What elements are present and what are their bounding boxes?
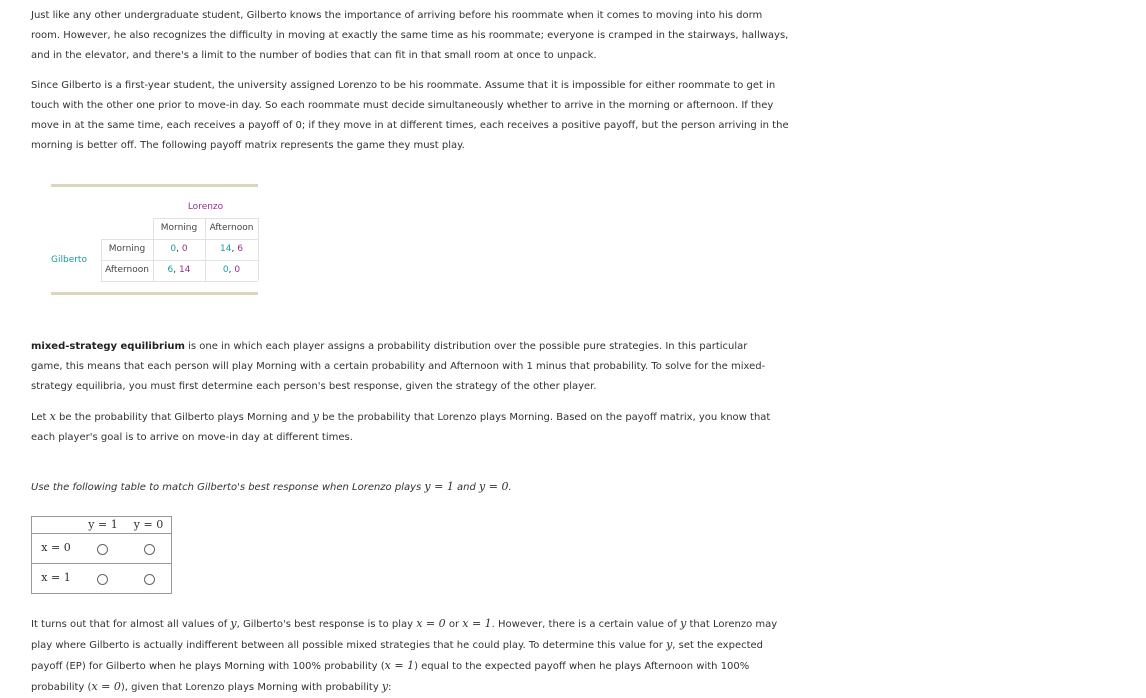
- intro-line-3: and in the elevator, and there's a limit to the number of bodies that can fit in that small room at once to unpack.: [31, 50, 597, 61]
- column-player-label: Lorenzo: [187, 202, 224, 212]
- best-response-table: [31, 516, 172, 594]
- closing-line-3: payoff (EP) for Gilberto when he plays Morning with 100% probability (x = 1) equal to the expected payoff when he plays Afternoon with 100%: [31, 659, 750, 672]
- table-instruction: Use the following table to match Gilberto's best response when Lorenzo plays y = 1 and y = 0.: [31, 480, 512, 493]
- grid-line: [258, 218, 259, 281]
- br-col-header-y1: y = 1: [88, 518, 118, 531]
- intro-line-2: room. However, he also recognizes the difficulty in moving at exactly the same time as his roommate; everyone is cramped in the stairways, hallways,: [31, 30, 789, 41]
- radio-x1-y0[interactable]: [144, 574, 155, 585]
- radio-x0-y0[interactable]: [144, 544, 155, 555]
- matrix-top-rule: [51, 184, 258, 187]
- br-col-header-y0: y = 0: [133, 518, 164, 531]
- closing-line-4: probability (x = 0), given that Lorenzo plays Morning with probability y:: [31, 680, 392, 693]
- payoff-matrix: [51, 184, 258, 295]
- mixed-line-1: mixed-strategy equilibrium is one in which each player assigns a probability distribution over the possible pure strategies. In this particular: [31, 341, 748, 352]
- setup-line-3: move in at the same time, each receives a payoff of 0; if they move in at different times, each receives a positive payoff, but the person arriving in the: [31, 120, 789, 131]
- setup-line-2: touch with the other one prior to move-in day. So each roommate must decide simultaneously whether to arrive in the morning or afternoon. If they: [31, 100, 774, 111]
- row-player-label: Gilberto: [51, 255, 87, 265]
- closing-line-2: play where Gilberto is actually indifferent between all possible mixed strategies that he could play. To determine this value for y, set the expected: [31, 638, 764, 651]
- row-header-morning: Morning: [108, 244, 146, 254]
- setup-paragraph: [31, 76, 801, 156]
- payoff-cell-morning-morning: 0, 0: [170, 244, 188, 254]
- setup-line-1: Since Gilberto is a first-year student, the university assigned Lorenzo to be his roommate. Assume that it is impossible for either roommate to get in: [31, 80, 776, 91]
- radio-x0-y1[interactable]: [97, 544, 108, 555]
- intro-paragraph: [31, 6, 801, 66]
- mixed-strategy-paragraph: [31, 337, 801, 397]
- payoff-cell-morning-afternoon: 14, 6: [220, 244, 243, 254]
- row-header-afternoon: Afternoon: [105, 265, 149, 275]
- mixed-strategy-term: mixed-strategy equilibrium: [31, 341, 185, 352]
- matrix-bottom-rule: [51, 292, 258, 295]
- br-header-separator: [32, 533, 171, 534]
- setup-line-4: morning is better off. The following payoff matrix represents the game they must play.: [31, 140, 465, 151]
- payoff-cell-afternoon-morning: 6, 14: [167, 265, 191, 275]
- payoff-cell-afternoon-afternoon: 0, 0: [222, 265, 241, 275]
- col-header-afternoon: Afternoon: [209, 223, 254, 233]
- br-row-header-x0: x = 0: [41, 541, 71, 554]
- variables-paragraph: [31, 407, 801, 448]
- indifference-paragraph: [31, 614, 821, 698]
- mixed-line-2: game, this means that each person will play Morning with a certain probability and Afternoon with 1 minus that probability. To solve for the mixed-: [31, 361, 766, 372]
- radio-x1-y1[interactable]: [97, 574, 108, 585]
- closing-line-1: It turns out that for almost all values of y, Gilberto's best response is to play x = 0 or x = 1. However, there is a certain value of y that Lorenzo may: [31, 617, 778, 630]
- grid-line: [101, 281, 258, 282]
- col-header-morning: Morning: [160, 223, 198, 233]
- br-row-separator: [32, 563, 171, 564]
- mixed-line-3: strategy equilibria, you must first determine each person's best response, given the strategy of the other player.: [31, 381, 597, 392]
- variables-line-1: Let x be the probability that Gilberto plays Morning and y be the probability that Lorenzo plays Morning. Based on the payoff matrix, you know that: [31, 410, 771, 423]
- br-row-header-x1: x = 1: [41, 571, 71, 584]
- intro-line-1: Just like any other undergraduate student, Gilberto knows the importance of arriving before his roommate when it comes to moving into his dorm: [31, 10, 763, 21]
- variables-line-2: each player's goal is to arrive on move-in day at different times.: [31, 432, 353, 443]
